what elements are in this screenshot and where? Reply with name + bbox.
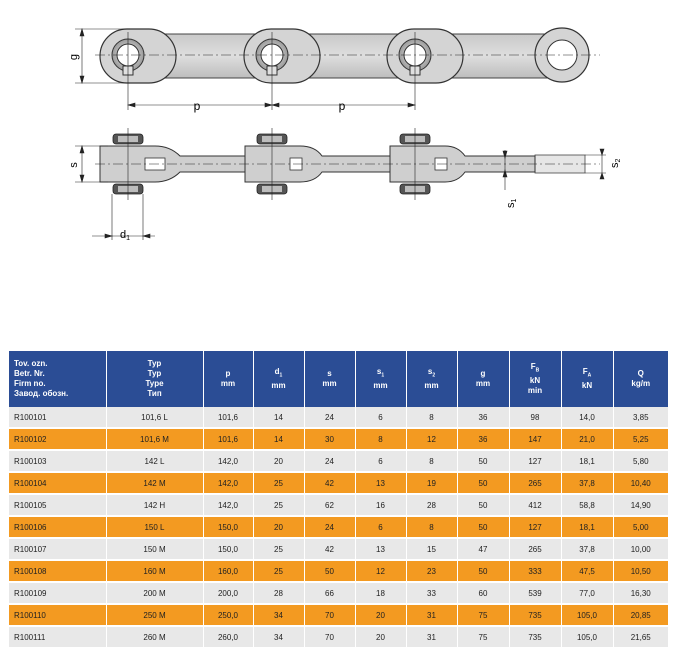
table-cell: 260,0: [203, 626, 253, 647]
table-cell: R100106: [9, 516, 106, 538]
side-view: [68, 128, 622, 242]
table-cell: 25: [253, 560, 304, 582]
table-cell: 33: [406, 582, 457, 604]
table-cell: 75: [457, 604, 509, 626]
column-header-line: $s_1$: [376, 367, 385, 379]
column-header-line: mm: [373, 380, 388, 390]
table-cell: 20: [253, 450, 304, 472]
dim-s2-label: [609, 159, 622, 169]
table-cell: 5,80: [613, 450, 668, 472]
table-cell: 70: [304, 604, 355, 626]
table-row: [9, 407, 668, 428]
table-cell: R100105: [9, 494, 106, 516]
table-cell: 42: [304, 538, 355, 560]
table-cell: 31: [406, 626, 457, 647]
table-cell: 105,0: [561, 626, 613, 647]
table-cell: 105,0: [561, 604, 613, 626]
table-cell: 18: [355, 582, 406, 604]
column-header-line: $s_2$: [427, 367, 436, 379]
table-cell: 12: [406, 428, 457, 450]
table-row: [9, 450, 668, 472]
table-cell: 6: [355, 450, 406, 472]
table-cell: 15: [406, 538, 457, 560]
table-cell: 142 H: [106, 494, 203, 516]
dim-s-label: s: [68, 162, 80, 168]
column-header-subscript: B: [535, 367, 540, 374]
table-cell: 24: [304, 516, 355, 538]
table-cell: 20,85: [613, 604, 668, 626]
table-cell: 250 M: [106, 604, 203, 626]
table-cell: R100103: [9, 450, 106, 472]
table-body: [9, 407, 668, 647]
table-cell: 101,6: [203, 407, 253, 428]
table-cell: 142,0: [203, 494, 253, 516]
column-header: [304, 351, 355, 407]
table-cell: 28: [253, 582, 304, 604]
table-cell: 735: [509, 626, 561, 647]
top-view: [68, 28, 600, 113]
table-cell: 3,85: [613, 407, 668, 428]
table-cell: 42: [304, 472, 355, 494]
column-header-line: mm: [271, 380, 286, 390]
chain-spec-table: [9, 351, 668, 647]
table-cell: 150,0: [203, 538, 253, 560]
table-cell: 142 L: [106, 450, 203, 472]
table-cell: 34: [253, 604, 304, 626]
table-cell: 30: [304, 428, 355, 450]
table-cell: 66: [304, 582, 355, 604]
table-cell: R100108: [9, 560, 106, 582]
table-cell: 31: [406, 604, 457, 626]
table-cell: 37,8: [561, 472, 613, 494]
table-cell: 127: [509, 516, 561, 538]
table-cell: 21,65: [613, 626, 668, 647]
dim-d1-letter: d: [120, 229, 127, 241]
column-header-line: Завод. обозн.: [14, 389, 69, 398]
dim-p-label-1: p: [193, 99, 201, 113]
table-cell: 150 M: [106, 538, 203, 560]
table-cell: 36: [457, 407, 509, 428]
table-cell: 98: [509, 407, 561, 428]
table-cell: 8: [406, 450, 457, 472]
column-header-line: kN: [529, 375, 541, 385]
table-cell: 25: [253, 472, 304, 494]
column-header: [457, 351, 509, 407]
table-cell: 8: [406, 407, 457, 428]
column-header-subscript: 2: [432, 372, 436, 379]
column-header: [106, 351, 203, 407]
table-cell: R100110: [9, 604, 106, 626]
table-cell: 62: [304, 494, 355, 516]
table-row: [9, 560, 668, 582]
table-cell: 101,6 M: [106, 428, 203, 450]
table-cell: 200 M: [106, 582, 203, 604]
table-cell: 20: [355, 626, 406, 647]
table-cell: 6: [355, 407, 406, 428]
table-cell: 6: [355, 516, 406, 538]
column-header-line: mm: [424, 380, 439, 390]
table-cell: 13: [355, 472, 406, 494]
table-cell: 36: [457, 428, 509, 450]
table-cell: 70: [304, 626, 355, 647]
table-cell: 101,6 L: [106, 407, 203, 428]
table-cell: 37,8: [561, 538, 613, 560]
column-header: [9, 351, 106, 407]
table-row: [9, 582, 668, 604]
column-header-line: s: [327, 369, 332, 378]
dim-d1-label: [120, 229, 130, 242]
table-cell: R100101: [9, 407, 106, 428]
table-cell: 23: [406, 560, 457, 582]
dim-s1-sub: 1: [511, 198, 518, 203]
column-header: [253, 351, 304, 407]
column-header-line: mm: [322, 379, 337, 388]
table-cell: 19: [406, 472, 457, 494]
column-header-line: kg/m: [631, 379, 651, 388]
table-cell: 14,90: [613, 494, 668, 516]
column-header-line: $d_1$: [274, 367, 283, 379]
table-cell: 20: [253, 516, 304, 538]
table-cell: 21,0: [561, 428, 613, 450]
column-header: [561, 351, 613, 407]
column-header-line: $F_B$: [530, 362, 540, 374]
table-cell: 160 M: [106, 560, 203, 582]
column-header-line: Typ: [147, 359, 162, 368]
table-cell: 14,0: [561, 407, 613, 428]
table-cell: 16,30: [613, 582, 668, 604]
table-cell: 14: [253, 428, 304, 450]
table-cell: 60: [457, 582, 509, 604]
table-cell: R100102: [9, 428, 106, 450]
dim-g-label: g: [68, 53, 80, 61]
table-row: [9, 604, 668, 626]
table-cell: 8: [355, 428, 406, 450]
table-cell: 50: [304, 560, 355, 582]
svg-text:s1: [505, 199, 518, 209]
column-header-line: Firm no.: [14, 379, 46, 388]
table-cell: 28: [406, 494, 457, 516]
table-cell: 16: [355, 494, 406, 516]
table-cell: 18,1: [561, 516, 613, 538]
column-header-line: g: [480, 369, 486, 378]
table-cell: 142,0: [203, 472, 253, 494]
column-header: [203, 351, 253, 407]
table-cell: 24: [304, 407, 355, 428]
column-header-subscript: 1: [279, 372, 283, 379]
table-cell: 75: [457, 626, 509, 647]
table-cell: 250,0: [203, 604, 253, 626]
column-header-line: Typ: [147, 369, 162, 378]
table-cell: 101,6: [203, 428, 253, 450]
table-row: [9, 626, 668, 647]
table-cell: 333: [509, 560, 561, 582]
table-cell: 47: [457, 538, 509, 560]
table-cell: 147: [509, 428, 561, 450]
dim-s2-sub: 2: [615, 158, 622, 163]
table-row: [9, 428, 668, 450]
table-cell: R100109: [9, 582, 106, 604]
table-cell: 200,0: [203, 582, 253, 604]
table-cell: 10,00: [613, 538, 668, 560]
column-header-subscript: 1: [381, 372, 385, 379]
column-header: [406, 351, 457, 407]
dim-s2-letter: s: [609, 162, 621, 168]
table-cell: 142,0: [203, 450, 253, 472]
table-row: [9, 538, 668, 560]
table-cell: 24: [304, 450, 355, 472]
table-cell: 265: [509, 538, 561, 560]
table-cell: 127: [509, 450, 561, 472]
table-cell: 539: [509, 582, 561, 604]
table-row: [9, 472, 668, 494]
table-cell: 5,00: [613, 516, 668, 538]
table-cell: 8: [406, 516, 457, 538]
table-cell: 150,0: [203, 516, 253, 538]
column-header-subscript: A: [587, 372, 592, 379]
column-header-line: mm: [220, 379, 236, 388]
table-header-row: [9, 351, 668, 407]
column-header: [509, 351, 561, 407]
table-cell: 10,50: [613, 560, 668, 582]
table-cell: 50: [457, 472, 509, 494]
table-cell: 50: [457, 560, 509, 582]
column-header-line: $F_A$: [582, 367, 592, 379]
column-header-line: Тип: [147, 389, 162, 398]
table-cell: 260 M: [106, 626, 203, 647]
column-header-line: Betr. Nr.: [14, 369, 45, 378]
table-cell: 14: [253, 407, 304, 428]
table-cell: 25: [253, 538, 304, 560]
column-header: [613, 351, 668, 407]
column-header: [355, 351, 406, 407]
table-cell: 77,0: [561, 582, 613, 604]
table-cell: 5,25: [613, 428, 668, 450]
table-cell: 12: [355, 560, 406, 582]
dim-s1-letter: s: [505, 202, 517, 208]
column-header-line: kN: [581, 380, 593, 390]
column-header-line: Q: [637, 369, 644, 378]
table-cell: 50: [457, 450, 509, 472]
table-cell: 50: [457, 494, 509, 516]
table-cell: 150 L: [106, 516, 203, 538]
table-cell: 58,8: [561, 494, 613, 516]
table-cell: 142 M: [106, 472, 203, 494]
column-header-line: p: [225, 369, 231, 378]
svg-text:s2: [609, 159, 622, 169]
table-cell: R100111: [9, 626, 106, 647]
table-cell: 20: [355, 604, 406, 626]
table-cell: 34: [253, 626, 304, 647]
table-cell: 47,5: [561, 560, 613, 582]
table-cell: 25: [253, 494, 304, 516]
table-cell: 18,1: [561, 450, 613, 472]
table-row: [9, 516, 668, 538]
table-cell: 160,0: [203, 560, 253, 582]
table-cell: 13: [355, 538, 406, 560]
table-row: [9, 494, 668, 516]
table-cell: 10,40: [613, 472, 668, 494]
dim-s1-label: [505, 199, 518, 209]
table-cell: R100104: [9, 472, 106, 494]
table-cell: 735: [509, 604, 561, 626]
column-header-line: Type: [145, 379, 164, 388]
dim-p-label-2: p: [338, 99, 346, 113]
dim-d1-sub: 1: [126, 235, 131, 242]
table-cell: 412: [509, 494, 561, 516]
column-header-line: mm: [475, 379, 491, 388]
table-cell: 265: [509, 472, 561, 494]
table-cell: 50: [457, 516, 509, 538]
table-cell: R100107: [9, 538, 106, 560]
column-header-line: min: [527, 385, 543, 395]
column-header-line: Tov. ozn.: [14, 359, 48, 368]
